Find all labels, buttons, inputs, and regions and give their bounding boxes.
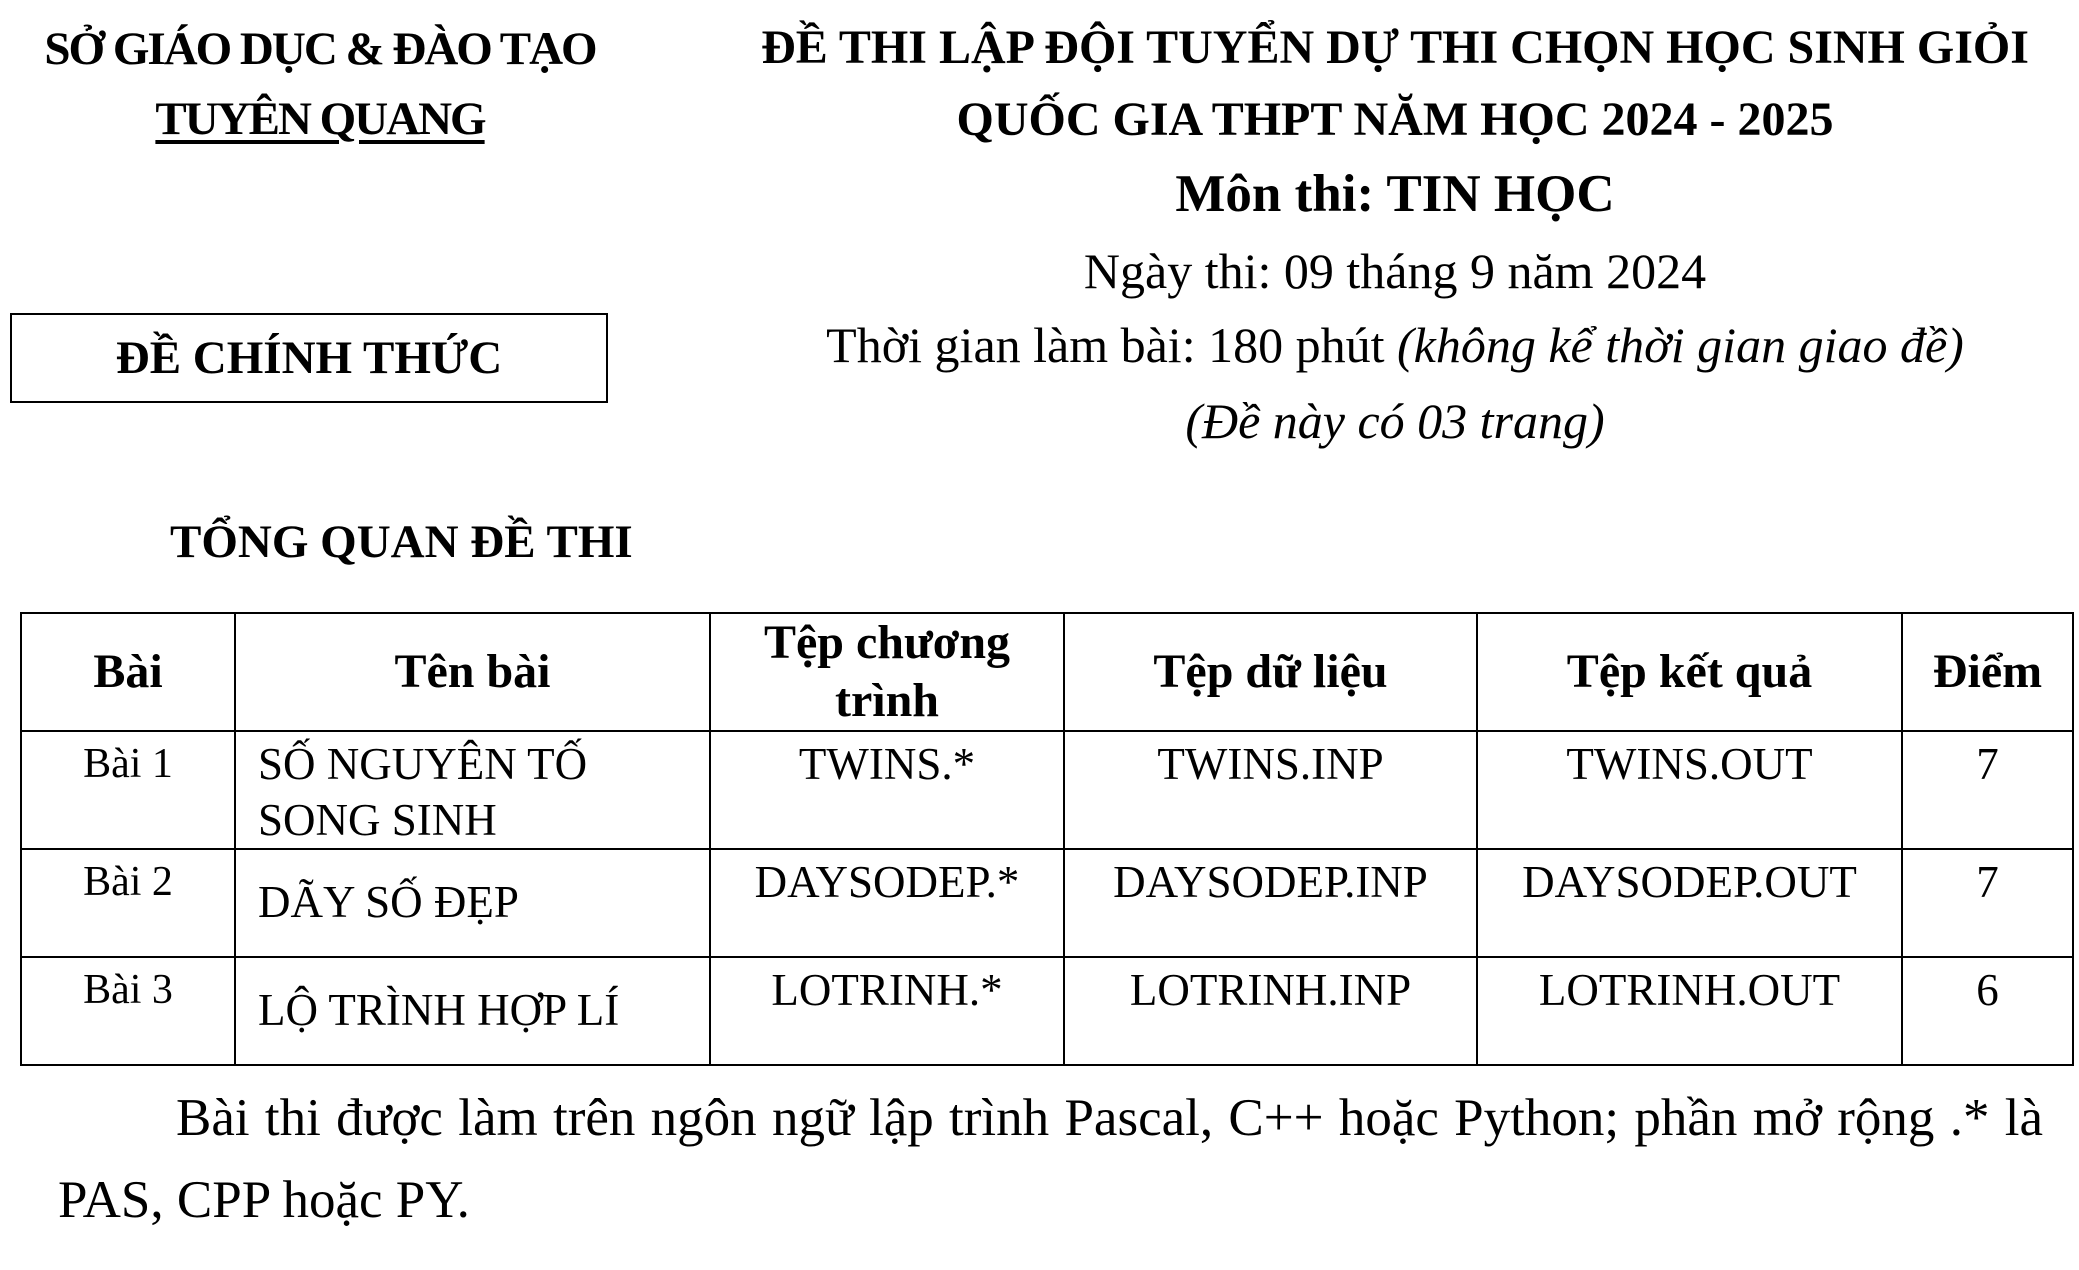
cell-bai: Bài 3 [21, 957, 235, 1065]
column-header: Điểm [1902, 613, 2073, 731]
cell-tep-du-lieu: LOTRINH.INP [1064, 957, 1477, 1065]
page-count-note [700, 392, 2079, 450]
page-count-note-text: (Đề này có 03 trang) [1185, 393, 1605, 449]
cell-tep-du-lieu: DAYSODEP.INP [1064, 849, 1477, 957]
official-exam-label: ĐỀ CHÍNH THỨC [115, 332, 503, 384]
cell-ten-bai: LỘ TRÌNH HỢP LÍ [235, 957, 710, 1065]
exam-title-line1: ĐỀ THI LẬP ĐỘI TUYỂN DỰ THI CHỌN HỌC SINH GIỎI [761, 21, 2029, 74]
overview-table [20, 612, 2074, 1066]
department-province-text: TUYÊN QUANG [155, 93, 485, 145]
table-row [21, 731, 2073, 849]
exam-title-line2: QUỐC GIA THPT NĂM HỌC 2024 - 2025 [956, 93, 1834, 146]
column-header: Bài [21, 613, 235, 731]
column-header: Tệp dữ liệu [1064, 613, 1477, 731]
cell-diem: 7 [1902, 849, 2073, 957]
department-name: SỞ GIÁO DỤC & ĐÀO TẠO [44, 23, 596, 75]
cell-diem: 7 [1902, 731, 2073, 849]
cell-ten-bai: DÃY SỐ ĐẸP [235, 849, 710, 957]
cell-diem: 6 [1902, 957, 2073, 1065]
table-row [21, 957, 2073, 1065]
exam-subject: Môn thi: TIN HỌC [1175, 165, 1615, 223]
cell-bai: Bài 1 [21, 731, 235, 849]
exam-duration-text: Thời gian làm bài: 180 phút [826, 317, 1385, 373]
exam-date: Ngày thi: 09 tháng 9 năm 2024 [1083, 243, 1707, 299]
exam-duration-note: (không kể thời gian giao đề) [1396, 317, 1964, 373]
table-row [21, 849, 2073, 957]
column-header: Tệp kết quả [1477, 613, 1902, 731]
cell-tep-chuong-trinh: TWINS.* [710, 731, 1064, 849]
exam-duration [700, 316, 2079, 374]
cell-tep-ket-qua: TWINS.OUT [1477, 731, 1902, 849]
cell-ten-bai: SỐ NGUYÊN TỐ SONG SINH [235, 731, 710, 849]
cell-bai: Bài 2 [21, 849, 235, 957]
column-header: Tệp chương trình [710, 613, 1064, 731]
table-header-row [21, 613, 2073, 731]
cell-tep-ket-qua: LOTRINH.OUT [1477, 957, 1902, 1065]
language-note: Bài thi được làm trên ngôn ngữ lập trình Pascal, C++ hoặc Python; phần mở rộng .* là PAS, CPP hoặc PY. [58, 1089, 2043, 1229]
cell-tep-chuong-trinh: LOTRINH.* [710, 957, 1064, 1065]
department-province [20, 92, 620, 146]
cell-tep-du-lieu: TWINS.INP [1064, 731, 1477, 849]
cell-tep-ket-qua: DAYSODEP.OUT [1477, 849, 1902, 957]
cell-tep-chuong-trinh: DAYSODEP.* [710, 849, 1064, 957]
column-header: Tên bài [235, 613, 710, 731]
overview-title: TỔNG QUAN ĐỀ THI [170, 516, 633, 568]
official-exam-box [10, 313, 608, 403]
